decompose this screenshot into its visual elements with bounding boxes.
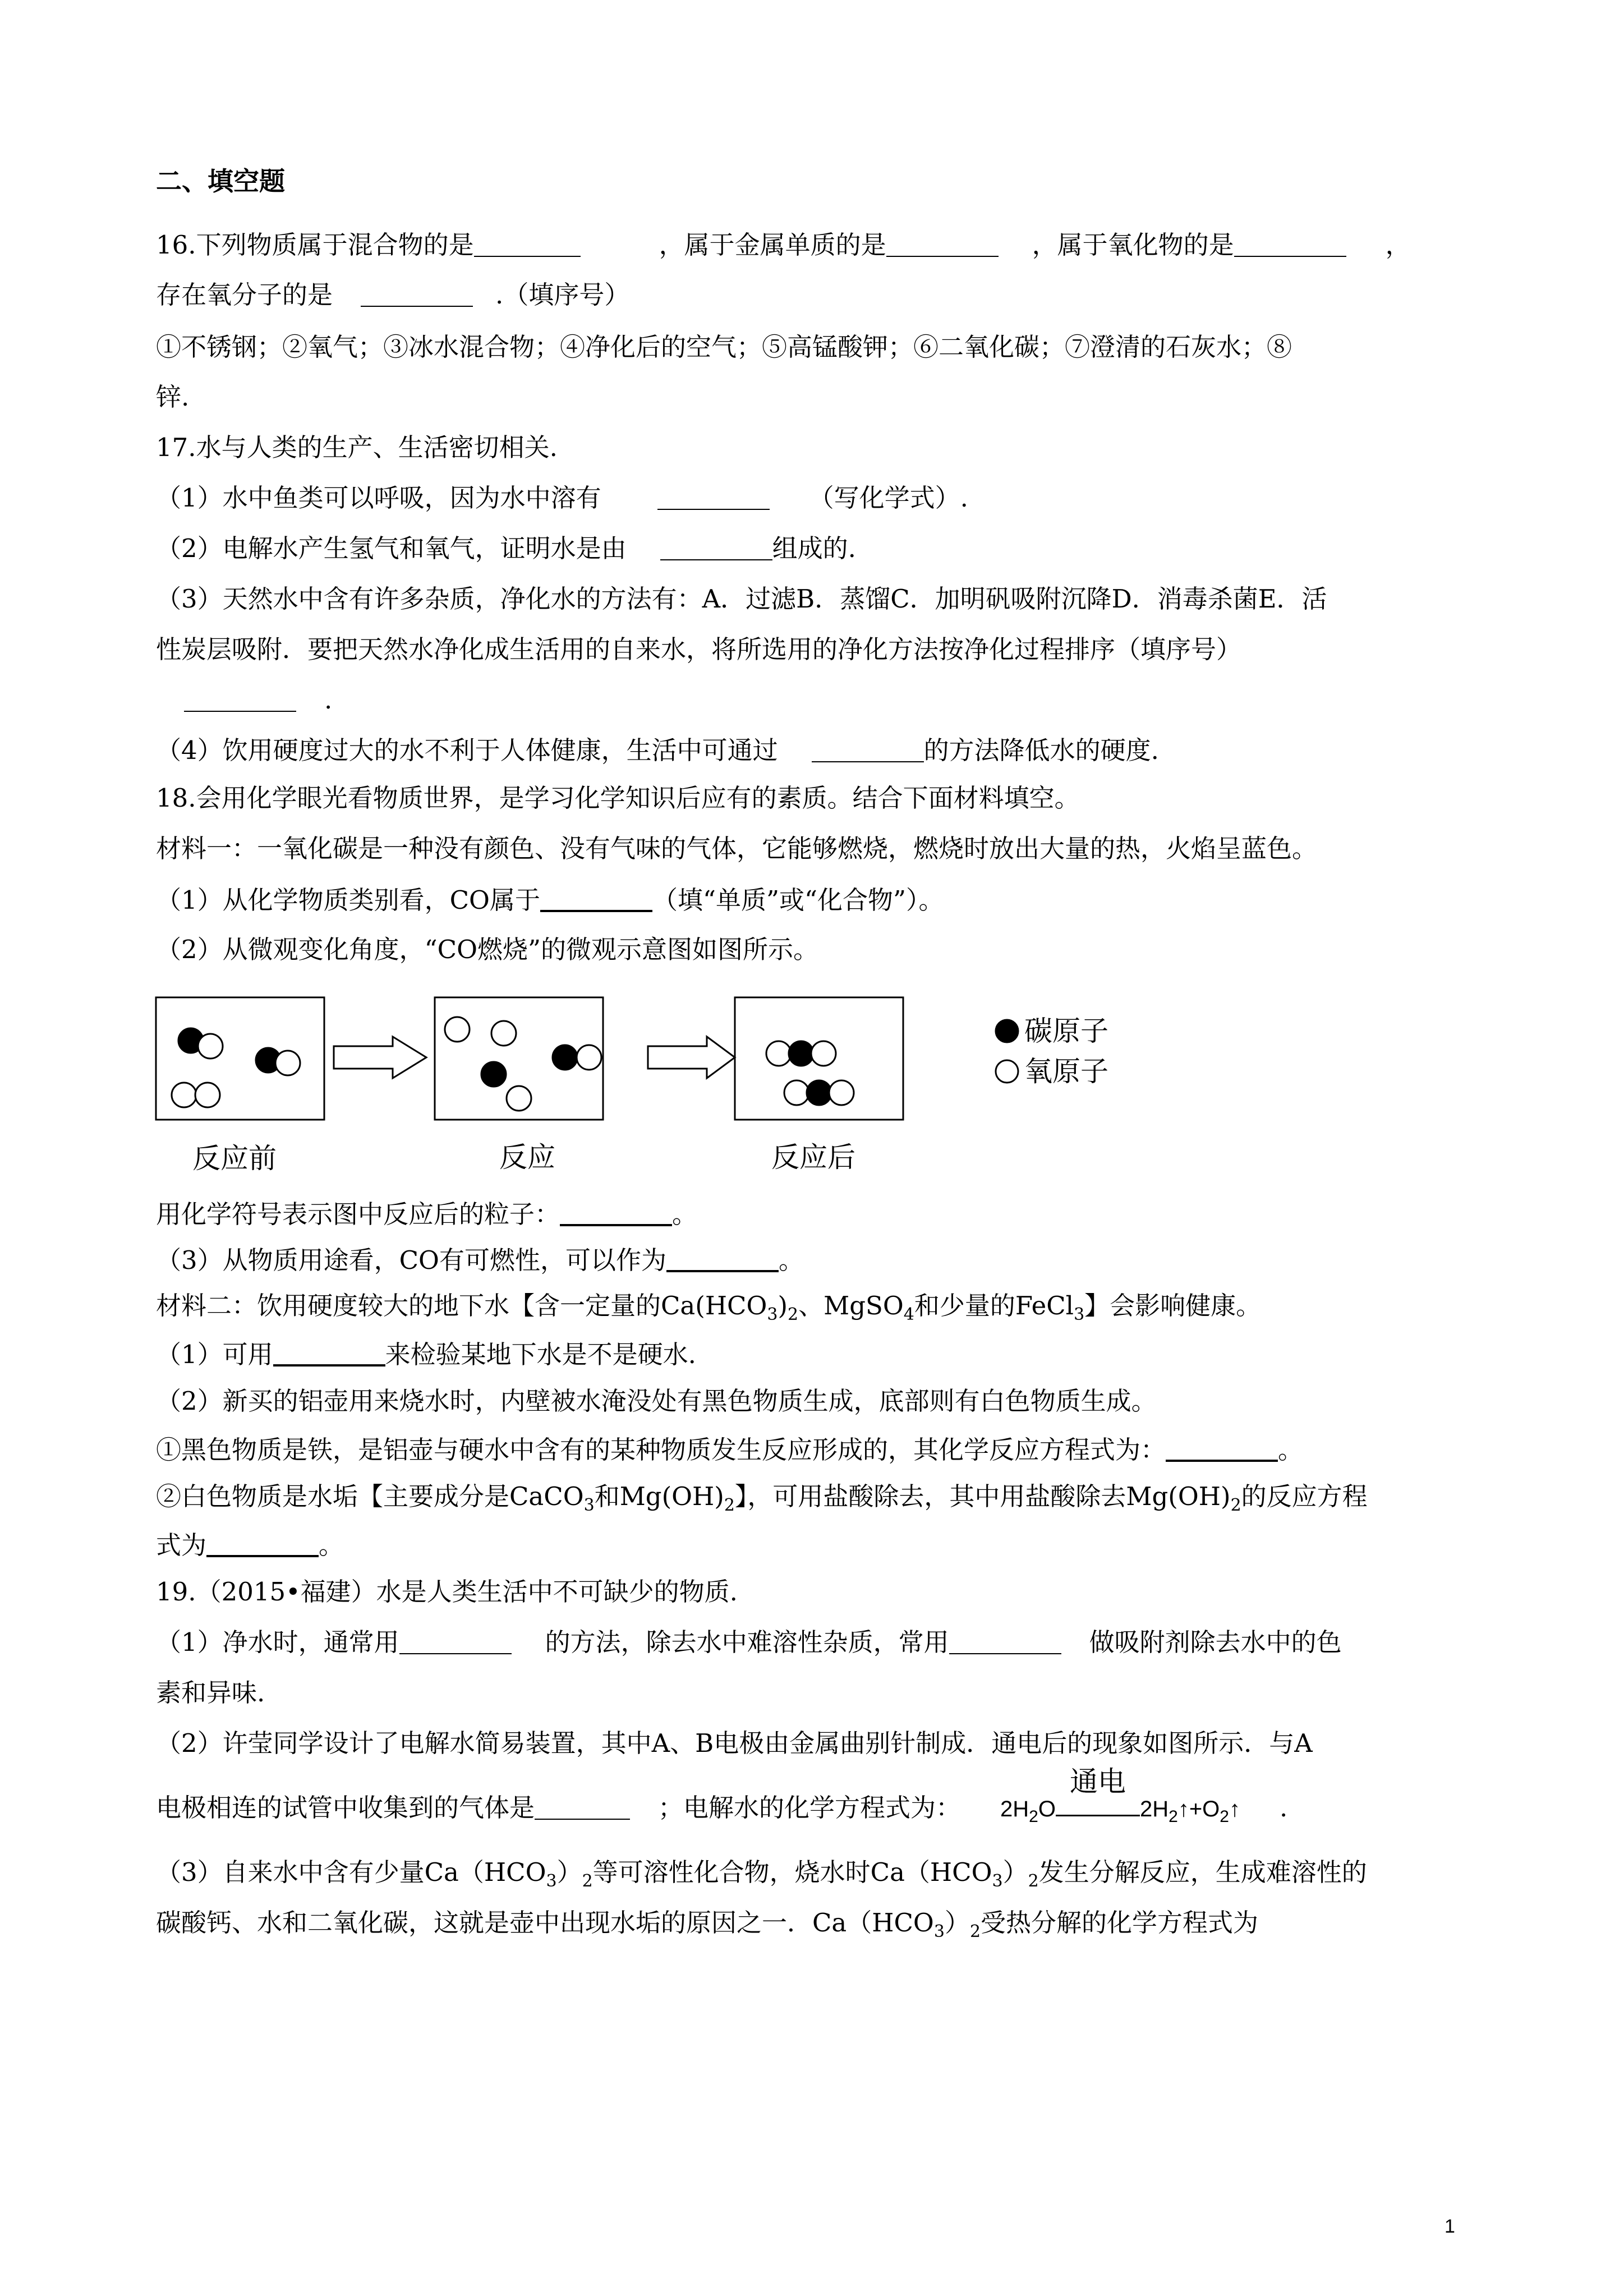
answer-blank[interactable] xyxy=(1166,1436,1278,1462)
oxygen-atom xyxy=(811,1041,836,1066)
q16-options: ①不锈钢；②氧气；③冰水混合物；④净化后的空气；⑤高锰酸钾；⑥二氧化碳；⑦澄清的石灰水；⑧ xyxy=(156,332,1292,362)
q18-material-1: 材料一：一氧化碳是一种没有颜色、没有气味的气体，它能够燃烧，燃烧时放出大量的热，火焰呈蓝色。 xyxy=(156,834,1318,863)
q18-m2-item-1: ①黑色物质是铁，是铝壶与硬水中含有的某种物质发生反应形成的，其化学反应方程式为： 。 xyxy=(156,1435,1304,1465)
carbon-atom xyxy=(807,1080,831,1105)
answer-blank[interactable] xyxy=(660,536,772,560)
q16-line-1: 16.下列物质属于混合物的是 ，属于金属单质的是 ，属于氧化物的是 ， xyxy=(156,230,1411,260)
q18-material-2: 材料二：饮用硬度较大的地下水【含一定量的$Ca(HCO_3)_2$、MgSO$_4$和少量的FeCl$_3$】会影响健康。 xyxy=(156,1291,1262,1324)
page-number: 1 xyxy=(1444,2216,1455,2237)
oxygen-atom xyxy=(491,1021,516,1046)
carbon-atom xyxy=(481,1062,506,1087)
oxygen-atom xyxy=(445,1017,470,1042)
answer-blank[interactable] xyxy=(206,1531,319,1557)
carbon-atom xyxy=(789,1041,813,1066)
answer-blank[interactable] xyxy=(474,232,581,257)
oxygen-atom xyxy=(172,1083,196,1107)
q18-part-3: （3）从物质用途看，CO有可燃性，可以作为 。 xyxy=(156,1245,804,1275)
arrow-icon xyxy=(648,1037,735,1078)
q19-part-2: （2）许莹同学设计了电解水简易装置，其中A、B电极由金属曲别针制成．通电后的现象如图所示．与A xyxy=(156,1728,1313,1758)
legend-carbon-label: 碳原子 xyxy=(1024,1015,1108,1047)
q17-part-3-cont: 性炭层吸附．要把天然水净化成生活用的自来水，将所选用的净化方法按净化过程排序（填序号） xyxy=(156,634,1242,664)
oxygen-atom xyxy=(507,1086,531,1111)
arrow-icon xyxy=(334,1037,426,1078)
answer-blank[interactable] xyxy=(886,232,999,257)
q17-part-1: （1）水中鱼类可以呼吸，因为水中溶有 （写化学式）. xyxy=(156,483,968,513)
section-title: 二、填空题 xyxy=(156,166,285,196)
q19-title: 19.（2015•福建）水是人类生活中不可缺少的物质. xyxy=(156,1577,738,1607)
q18-m2-part-1: （1）可用 来检验某地下水是不是硬水. xyxy=(156,1340,696,1369)
oxygen-atom xyxy=(198,1034,223,1059)
q18-m2-item-2-cont: 式为 。 xyxy=(156,1530,344,1560)
q19-part-3: （3）自来水中含有少量$Ca(HCO_3)_2$等可溶性化合物，烧水时$Ca(HCO_3)_2$发生分解反应，生成难溶性的 xyxy=(156,1857,1367,1891)
q17-part-4: （4）饮用硬度过大的水不利于人体健康，生活中可通过 的方法降低水的硬度. xyxy=(156,735,1159,765)
q18-part-2: （2）从微观变化角度，“CO燃烧”的微观示意图如图所示。 xyxy=(156,935,818,964)
q19-part-1-cont: 素和异味. xyxy=(156,1678,265,1708)
q18-m2-part-2: （2）新买的铝壶用来烧水时，内壁被水淹没处有黑色物质生成，底部则有白色物质生成。 xyxy=(156,1386,1157,1416)
q19-part-2-cont: 电极相连的试管中收集到的气体是 ；电解水的化学方程式为： $2H_2O$ 通电 $2H_2↑+O_2↑$ . xyxy=(156,1765,1288,1826)
answer-blank[interactable] xyxy=(560,1200,672,1226)
oxygen-atom xyxy=(275,1051,300,1075)
q19-part-3-cont: 碳酸钙、水和二氧化碳，这就是壶中出现水垢的原因之一．$Ca(HCO_3)_2$受热分解的化学方程式为 xyxy=(156,1908,1259,1941)
q17-title: 17.水与人类的生产、生活密切相关. xyxy=(156,432,558,462)
oxygen-atom xyxy=(195,1083,220,1107)
label-during: 反应 xyxy=(499,1141,555,1174)
q18-title: 18.会用化学眼光看物质世界，是学习化学知识后应有的素质。结合下面材料填空。 xyxy=(156,783,1080,813)
answer-blank[interactable] xyxy=(1234,232,1346,257)
answer-blank[interactable] xyxy=(666,1246,779,1272)
label-after: 反应后 xyxy=(771,1141,855,1174)
q17-part-2: （2）电解水产生氢气和氧气，证明水是由 组成的. xyxy=(156,533,856,563)
q18-part-2-answer: 用化学符号表示图中反应后的粒子： 。 xyxy=(156,1199,698,1229)
legend-oxygen-icon xyxy=(996,1060,1018,1083)
answer-blank[interactable] xyxy=(184,687,296,712)
oxygen-atom xyxy=(784,1080,809,1105)
answer-blank[interactable] xyxy=(540,886,652,912)
label-before: 反应前 xyxy=(192,1142,277,1175)
answer-blank[interactable] xyxy=(399,1630,512,1654)
q18-part-1: （1）从化学物质类别看，CO属于 （填“单质”或“化合物”）。 xyxy=(156,885,944,915)
answer-blank[interactable] xyxy=(812,738,924,762)
oxygen-atom xyxy=(829,1080,854,1105)
legend-carbon-icon xyxy=(996,1020,1018,1042)
carbon-atom xyxy=(553,1045,577,1070)
answer-blank[interactable] xyxy=(535,1795,630,1820)
oxygen-atom xyxy=(766,1041,791,1066)
answer-blank[interactable] xyxy=(949,1630,1061,1654)
answer-blank[interactable] xyxy=(657,485,770,510)
q18-m2-item-2: ②白色物质是水垢【主要成分是CaCO$_3$和$Mg(OH)_2$】，可用盐酸除去，其中用盐酸除去$Mg(OH)_2$的反应方程 xyxy=(156,1481,1368,1515)
q16-options-cont: 锌. xyxy=(156,382,190,412)
legend-oxygen-label: 氧原子 xyxy=(1024,1055,1108,1088)
co-combustion-diagram xyxy=(151,993,1161,1184)
electrolysis-equation: $2H_2O$ 通电 $2H_2↑+O_2↑$ xyxy=(1000,1765,1240,1826)
q17-part-3-answer: . xyxy=(156,687,332,712)
q17-part-3: （3）天然水中含有许多杂质，净化水的方法有：A．过滤B．蒸馏C．加明矾吸附沉降D．消毒杀菌E．活 xyxy=(156,584,1327,614)
answer-blank[interactable] xyxy=(361,282,473,307)
reaction-condition: 通电 xyxy=(1056,1802,1140,1816)
oxygen-atom xyxy=(577,1045,601,1070)
q16-line-2: 存在氧分子的是 .（填序号） xyxy=(156,280,630,310)
q19-part-1: （1）净水时，通常用 的方法，除去水中难溶性杂质，常用 做吸附剂除去水中的色 xyxy=(156,1627,1342,1657)
answer-blank[interactable] xyxy=(273,1341,385,1366)
